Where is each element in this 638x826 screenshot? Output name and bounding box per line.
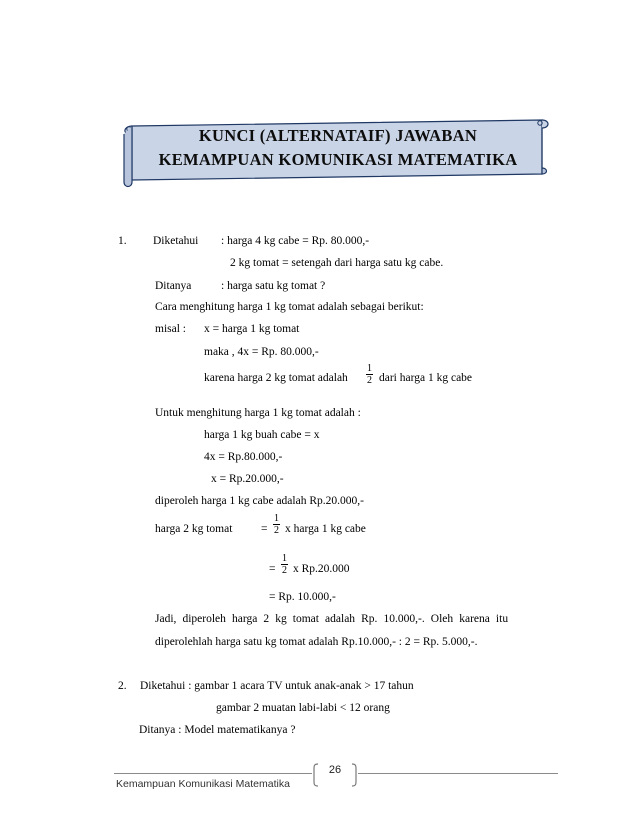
fraction-denominator: 2 [367,375,372,386]
q2-diketahui-line2: gambar 2 muatan labi-labi < 12 orang [216,702,390,714]
q2-ditanya: Ditanya : Model matematikanya ? [139,724,296,736]
q1-eq-sign-2: = [269,563,276,575]
q1-cara: Cara menghitung harga 1 kg tomat adalah sebagai berikut: [155,301,424,313]
fraction-numerator: 1 [367,363,372,374]
footer-divider-left [114,773,312,774]
q1-maka: maka , 4x = Rp. 80.000,- [204,346,319,358]
q1-jadi-line1: Jadi, diperoleh harga 2 kg tomat adalah Rp. 10.000,-. Oleh karena itu [155,613,509,625]
q2-number: 2. [118,680,127,692]
banner-title-line1: KUNCI (ALTERNATAIF) JAWABAN [198,126,478,145]
q1-harga2-post: x harga 1 kg cabe [285,523,366,535]
q1-ditanya: : harga satu kg tomat ? [221,280,326,292]
q1-step3: = Rp. 10.000,- [269,591,336,603]
q1-ditanya-label: Ditanya [155,280,192,292]
q1-diperoleh: diperoleh harga 1 kg cabe adalah Rp.20.000,- [155,495,364,507]
title-banner [118,112,550,190]
fraction-denominator: 2 [282,565,287,576]
q1-untuk: Untuk menghitung harga 1 kg tomat adalah : [155,407,361,419]
q1-diketahui-line2: 2 kg tomat = setengah dari harga satu kg cabe. [230,257,444,269]
q1-harga2-label: harga 2 kg tomat [155,523,233,535]
q1-karena-post: dari harga 1 kg cabe [379,372,473,384]
q1-harga2-fraction [273,513,280,536]
q1-jadi-line2: diperolehlah harga satu kg tomat adalah Rp.10.000,- : 2 = Rp. 5.000,-. [155,636,478,648]
q1-eq1: 4x = Rp.80.000,- [204,451,283,463]
q1-misal: x = harga 1 kg tomat [204,323,300,335]
fraction-denominator: 2 [274,525,279,536]
q1-step2-post: x Rp.20.000 [293,563,350,575]
footer-title: Kemampuan Komunikasi Matematika [116,778,290,790]
q1-diketahui-label: Diketahui [153,235,199,247]
q1-eq2: x = Rp.20.000,- [211,473,284,485]
q1-number: 1. [118,235,127,247]
q1-misal-label: misal : [155,323,186,335]
q2-diketahui-line1: Diketahui : gambar 1 acara TV untuk anak-anak > 17 tahun [140,680,414,692]
q1-eq-sign-1: = [261,523,268,535]
footer-divider-right [358,773,558,774]
q1-harga-buah: harga 1 kg buah cabe = x [204,429,320,441]
q1-karena-fraction [366,363,373,386]
fraction-numerator: 1 [282,553,287,564]
page-number: 26 [328,764,342,776]
fraction-numerator: 1 [274,513,279,524]
q1-diketahui-line1: : harga 4 kg cabe = Rp. 80.000,- [221,235,370,247]
q1-karena-pre: karena harga 2 kg tomat adalah [204,372,348,384]
banner-title-line2: KEMAMPUAN KOMUNIKASI MATEMATIKA [158,150,518,169]
q1-step2-fraction [281,553,288,576]
